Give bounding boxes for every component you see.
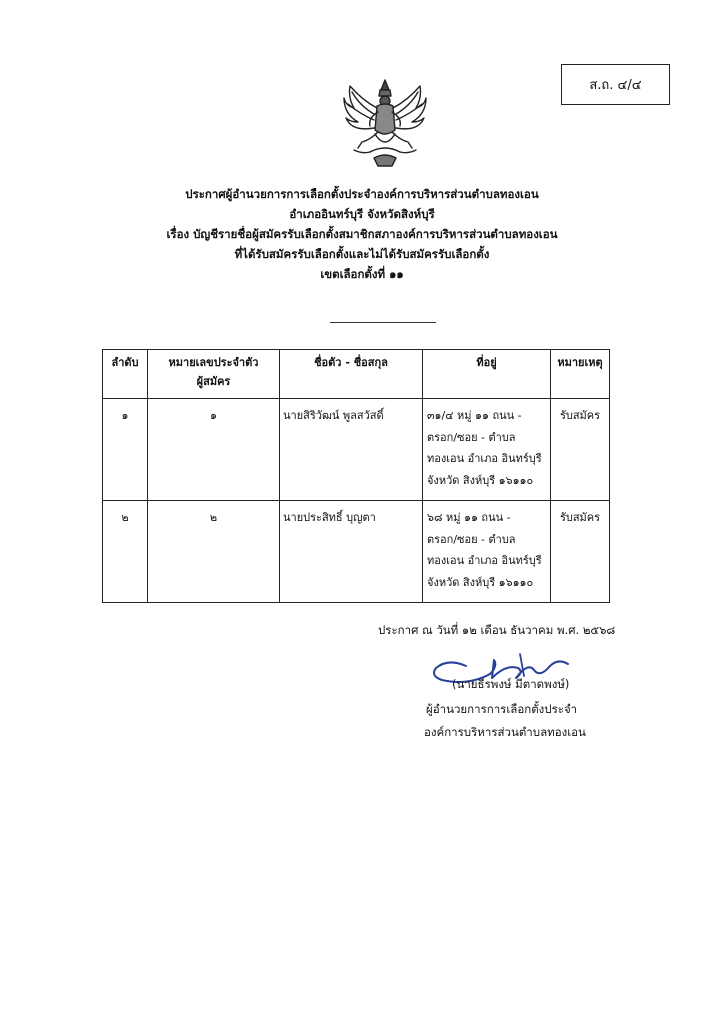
table-row (103, 399, 610, 501)
cell-remark: รับสมัคร (551, 399, 610, 501)
cell-name: นายสิริวัฒน์ พูลสวัสดิ์ (280, 399, 423, 501)
form-code-box (561, 64, 670, 105)
header-line-2: อำเภออินทร์บุรี จังหวัดสิงห์บุรี (289, 207, 435, 221)
column-header-number-line2: ผู้สมัคร (196, 375, 231, 388)
cell-name: นายประสิทธิ์ บุญตา (280, 501, 423, 603)
header-line-3: เรื่อง บัญชีรายชื่อผู้สมัครรับเลือกตั้งสมาชิกสภาองค์การบริหารส่วนตำบลทองเอน (166, 227, 558, 241)
cell-order: ๑ (103, 399, 148, 501)
cell-address (423, 399, 551, 501)
signer-title-line-2: องค์การบริหารส่วนตำบลทองเอน (424, 725, 586, 739)
column-header-name: ชื่อตัว - ชื่อสกุล (280, 350, 423, 399)
header-line-1: ประกาศผู้อำนวยการการเลือกตั้งประจำองค์การบริหารส่วนตำบลทองเอน (185, 187, 539, 201)
announcement-header (0, 184, 724, 284)
garuda-emblem-icon (340, 78, 430, 170)
address-line: ทองเอน อำเภอ อินทร์บุรี (427, 554, 542, 567)
column-header-order: ลำดับ (103, 350, 148, 399)
address-line: ๓๑/๔ หมู่ ๑๑ ถนน - (427, 409, 522, 422)
cell-number: ๒ (148, 501, 280, 603)
cell-number: ๑ (148, 399, 280, 501)
address-line: ตรอก/ซอย - ตำบล (427, 532, 516, 546)
cell-order: ๒ (103, 501, 148, 603)
column-header-address: ที่อยู่ (423, 350, 551, 399)
address-line: ทองเอน อำเภอ อินทร์บุรี (427, 452, 542, 465)
table-header-row (103, 350, 610, 399)
address-line: จังหวัด สิงห์บุรี ๑๖๑๑๐ (427, 575, 534, 589)
cell-address (423, 501, 551, 603)
form-code-label: ส.ถ. ๔/๔ (589, 78, 642, 93)
column-header-remark: หมายเหตุ (551, 350, 610, 399)
address-line: ตรอก/ซอย - ตำบล (427, 430, 516, 444)
announcement-date: ประกาศ ณ วันที่ ๑๒ เดือน ธันวาคม พ.ศ. ๒๕๖๘ (378, 623, 616, 637)
header-divider (330, 322, 436, 323)
candidates-table (102, 349, 610, 603)
signer-name: (นายธีรพงษ์ มีตาดพงษ์) (452, 677, 570, 691)
column-header-number-line1: หมายเลขประจำตัว (168, 356, 259, 369)
address-line: ๖๘ หมู่ ๑๑ ถนน - (427, 511, 511, 524)
address-line: จังหวัด สิงห์บุรี ๑๖๑๑๐ (427, 473, 534, 487)
cell-remark: รับสมัคร (551, 501, 610, 603)
signer-title-line-1: ผู้อำนวยการการเลือกตั้งประจำ (426, 702, 578, 716)
header-line-5: เขตเลือกตั้งที่ ๑๑ (320, 267, 404, 281)
column-header-number (148, 350, 280, 399)
table-row (103, 501, 610, 603)
header-line-4: ที่ได้รับสมัครรับเลือกตั้งและไม่ได้รับสมัครรับเลือกตั้ง (234, 247, 490, 261)
